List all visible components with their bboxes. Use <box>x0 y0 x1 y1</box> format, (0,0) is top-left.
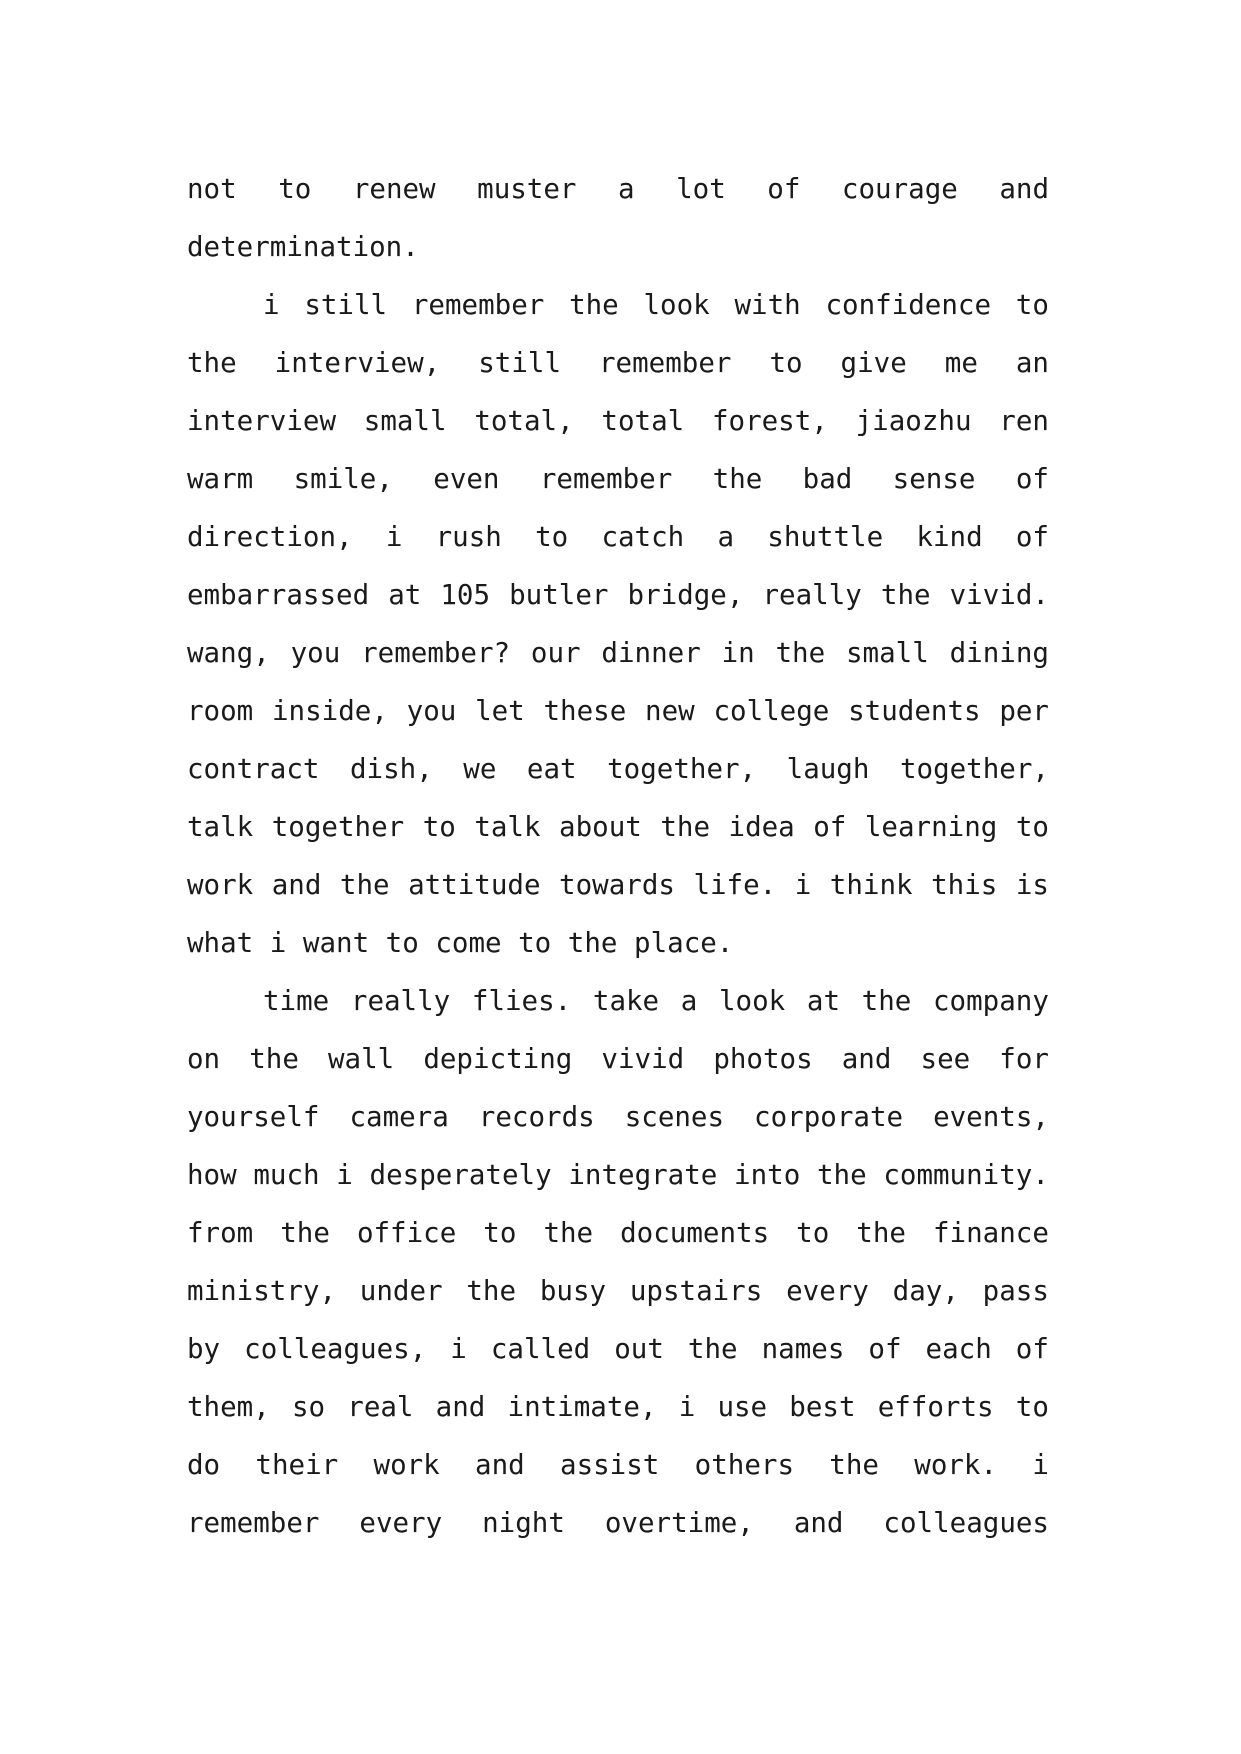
word: renew <box>352 173 436 205</box>
word: bridge, <box>627 579 744 611</box>
word: together <box>271 811 405 843</box>
word: at <box>388 579 422 611</box>
word: corporate <box>754 1101 904 1133</box>
word: a <box>717 521 735 553</box>
word: i <box>450 1333 467 1365</box>
word: courage <box>841 173 958 205</box>
word: and <box>475 1449 525 1481</box>
text-line <box>187 1204 1049 1262</box>
word: learning <box>864 811 998 843</box>
word: to <box>278 173 312 205</box>
word: i <box>336 1159 353 1191</box>
word: students <box>848 695 981 727</box>
word: intimate, <box>507 1391 657 1423</box>
word: warm <box>187 463 254 495</box>
word: for <box>999 1043 1049 1075</box>
word: we <box>463 753 497 785</box>
word: idea <box>728 811 795 843</box>
word: shuttle <box>767 521 884 553</box>
word: records <box>478 1101 595 1133</box>
word: still <box>478 347 562 379</box>
word: direction, <box>187 521 353 553</box>
text-line <box>187 1088 1049 1146</box>
word: finance <box>932 1217 1049 1249</box>
word: dish, <box>349 753 433 785</box>
text-line <box>187 1262 1049 1320</box>
word: i <box>794 869 812 901</box>
word: by <box>187 1333 221 1365</box>
word: vivid <box>601 1043 685 1075</box>
word: i <box>1032 1449 1049 1481</box>
word: to <box>1015 1391 1049 1423</box>
word: and <box>435 1391 486 1423</box>
word: on <box>187 1043 221 1075</box>
word: work <box>373 1449 440 1481</box>
word: a <box>618 173 635 205</box>
word: the <box>466 1275 517 1307</box>
word: flies. <box>471 985 572 1017</box>
word: 105 <box>440 579 491 611</box>
word: and <box>999 173 1049 205</box>
word: wall <box>327 1043 395 1075</box>
word: and <box>271 869 322 901</box>
word: each <box>925 1333 992 1365</box>
text-line <box>187 334 1049 392</box>
word: efforts <box>877 1391 994 1423</box>
word: remember <box>411 289 545 321</box>
text-line <box>187 1320 1049 1378</box>
word: i <box>385 521 403 553</box>
word: of <box>767 173 801 205</box>
word: the <box>249 1043 299 1075</box>
text-line <box>187 798 1049 856</box>
word: bad <box>802 463 853 495</box>
word: day, <box>892 1275 959 1307</box>
text-line <box>187 856 1049 914</box>
word: really <box>762 579 862 611</box>
word: look <box>719 985 786 1017</box>
text-line <box>187 160 1049 218</box>
word: events, <box>933 1101 1049 1133</box>
word: see <box>920 1043 971 1075</box>
word: is <box>1015 869 1049 901</box>
word: every <box>786 1275 869 1307</box>
text-line <box>187 450 1049 508</box>
word: the <box>280 1217 330 1249</box>
word: the <box>339 869 390 901</box>
word: colleagues, <box>244 1333 427 1365</box>
word: them, <box>187 1391 270 1423</box>
word: pass <box>982 1275 1049 1307</box>
word: the <box>187 347 237 379</box>
word: to <box>1015 289 1049 321</box>
word: i <box>263 289 280 321</box>
word: confidence <box>825 289 992 321</box>
text-line <box>187 972 1049 1030</box>
word: desperately <box>369 1159 552 1191</box>
word: together, <box>899 753 1049 785</box>
word: at <box>806 985 841 1017</box>
word: into <box>734 1159 801 1191</box>
word: to <box>796 1217 830 1249</box>
word: the <box>569 289 619 321</box>
word: remember <box>599 347 732 379</box>
word: real <box>347 1391 414 1423</box>
word: small <box>845 637 929 669</box>
word: upstairs <box>629 1275 763 1307</box>
word: of <box>868 1333 902 1365</box>
word: depicting <box>423 1043 573 1075</box>
word: the <box>687 1333 738 1365</box>
word: sense <box>892 463 976 495</box>
word: in <box>721 637 755 669</box>
word: to <box>483 1217 517 1249</box>
text-line <box>187 1494 1049 1552</box>
word: community. <box>883 1159 1049 1191</box>
word: a <box>680 985 698 1017</box>
body-text <box>187 160 1049 1552</box>
text-line <box>187 1146 1049 1204</box>
text-line: determination. <box>187 231 419 263</box>
word: use <box>717 1391 768 1423</box>
word: called <box>490 1333 591 1365</box>
word: you <box>406 695 457 727</box>
word: jiaozhu <box>855 405 972 437</box>
text-line <box>187 624 1049 682</box>
word: remember <box>187 1507 320 1539</box>
text-line <box>187 740 1049 798</box>
word: think <box>829 869 913 901</box>
word: the <box>543 1217 594 1249</box>
word: rush <box>435 521 502 553</box>
word: ministry, <box>187 1275 337 1307</box>
word: vivid. <box>949 579 1049 611</box>
word: to <box>769 347 803 379</box>
word: let <box>475 695 525 727</box>
word: room <box>187 695 254 727</box>
word: and <box>793 1507 844 1539</box>
word: catch <box>601 521 685 553</box>
word: i <box>678 1391 696 1423</box>
word: give <box>840 347 907 379</box>
word: the <box>861 985 912 1017</box>
word: overtime, <box>604 1507 754 1539</box>
word: night <box>482 1507 565 1539</box>
word: college <box>713 695 830 727</box>
word: dinner <box>601 637 701 669</box>
word: documents <box>620 1217 770 1249</box>
word: not <box>187 173 237 205</box>
word: the <box>660 811 711 843</box>
word: smile, <box>293 463 393 495</box>
word: the <box>829 1449 879 1481</box>
word: attitude <box>408 869 541 901</box>
word: the <box>856 1217 906 1249</box>
word: interview <box>187 405 337 437</box>
word: to <box>422 811 456 843</box>
word: every <box>359 1507 443 1539</box>
word: colleagues <box>883 1507 1049 1539</box>
word: their <box>255 1449 339 1481</box>
word: kind <box>916 521 983 553</box>
text-line <box>187 1030 1049 1088</box>
word: office <box>356 1217 457 1249</box>
word: names <box>761 1333 845 1365</box>
word: of <box>813 811 847 843</box>
word: the <box>816 1159 867 1191</box>
word: inside, <box>271 695 388 727</box>
word: yourself <box>187 1101 320 1133</box>
text-line <box>187 508 1049 566</box>
word: even <box>433 463 500 495</box>
word: muster <box>477 173 577 205</box>
text-line <box>187 276 1049 334</box>
word: assist <box>560 1449 660 1481</box>
word: much <box>253 1159 320 1191</box>
word: remember <box>539 463 673 495</box>
word: how <box>187 1159 237 1191</box>
word: time <box>263 985 330 1017</box>
word: per <box>999 695 1049 727</box>
word: our <box>530 637 581 669</box>
word: about <box>559 811 642 843</box>
word: the <box>880 579 931 611</box>
text-line <box>187 1436 1049 1494</box>
word: from <box>187 1217 254 1249</box>
word: small <box>363 405 447 437</box>
word: the <box>712 463 763 495</box>
word: out <box>614 1333 664 1365</box>
word: do <box>187 1449 221 1481</box>
word: really <box>350 985 451 1017</box>
word: look <box>643 289 710 321</box>
word: best <box>789 1391 856 1423</box>
word: still <box>304 289 388 321</box>
word: to <box>1015 811 1049 843</box>
word: the <box>775 637 826 669</box>
word: to <box>535 521 569 553</box>
word: forest, <box>711 405 828 437</box>
word: total, <box>474 405 574 437</box>
word: photos <box>713 1043 813 1075</box>
word: new <box>645 695 695 727</box>
word: talk <box>474 811 541 843</box>
word: work. <box>914 1449 998 1481</box>
word: so <box>291 1391 326 1423</box>
word: me <box>944 347 978 379</box>
word: and <box>841 1043 892 1075</box>
word: butler <box>509 579 609 611</box>
text-line <box>187 566 1049 624</box>
word: under <box>359 1275 443 1307</box>
word: an <box>1015 347 1049 379</box>
word: these <box>543 695 627 727</box>
word: busy <box>539 1275 607 1307</box>
word: life. <box>693 869 777 901</box>
text-line <box>187 392 1049 450</box>
word: wang, <box>187 637 270 669</box>
word: towards <box>559 869 675 901</box>
word: integrate <box>568 1159 718 1191</box>
word: this <box>931 869 998 901</box>
word: camera <box>349 1101 449 1133</box>
word: ren <box>999 405 1049 437</box>
word: of <box>1015 1333 1049 1365</box>
word: remember? <box>361 637 511 669</box>
word: eat <box>526 753 577 785</box>
word: lot <box>676 173 726 205</box>
word: work <box>187 869 254 901</box>
text-line: what i want to come to the place. <box>187 927 734 959</box>
word: total <box>601 405 685 437</box>
text-line <box>187 1378 1049 1436</box>
word: interview, <box>274 347 441 379</box>
word: scenes <box>624 1101 725 1133</box>
word: dining <box>949 637 1049 669</box>
word: talk <box>187 811 254 843</box>
word: take <box>592 985 660 1017</box>
word: contract <box>187 753 320 785</box>
word: others <box>694 1449 794 1481</box>
word: you <box>290 637 341 669</box>
word: with <box>734 289 801 321</box>
word: of <box>1015 521 1049 553</box>
word: together, <box>607 753 757 785</box>
word: embarrassed <box>187 579 370 611</box>
word: company <box>933 985 1049 1017</box>
word: of <box>1015 463 1049 495</box>
word: laugh <box>786 753 870 785</box>
text-line <box>187 682 1049 740</box>
